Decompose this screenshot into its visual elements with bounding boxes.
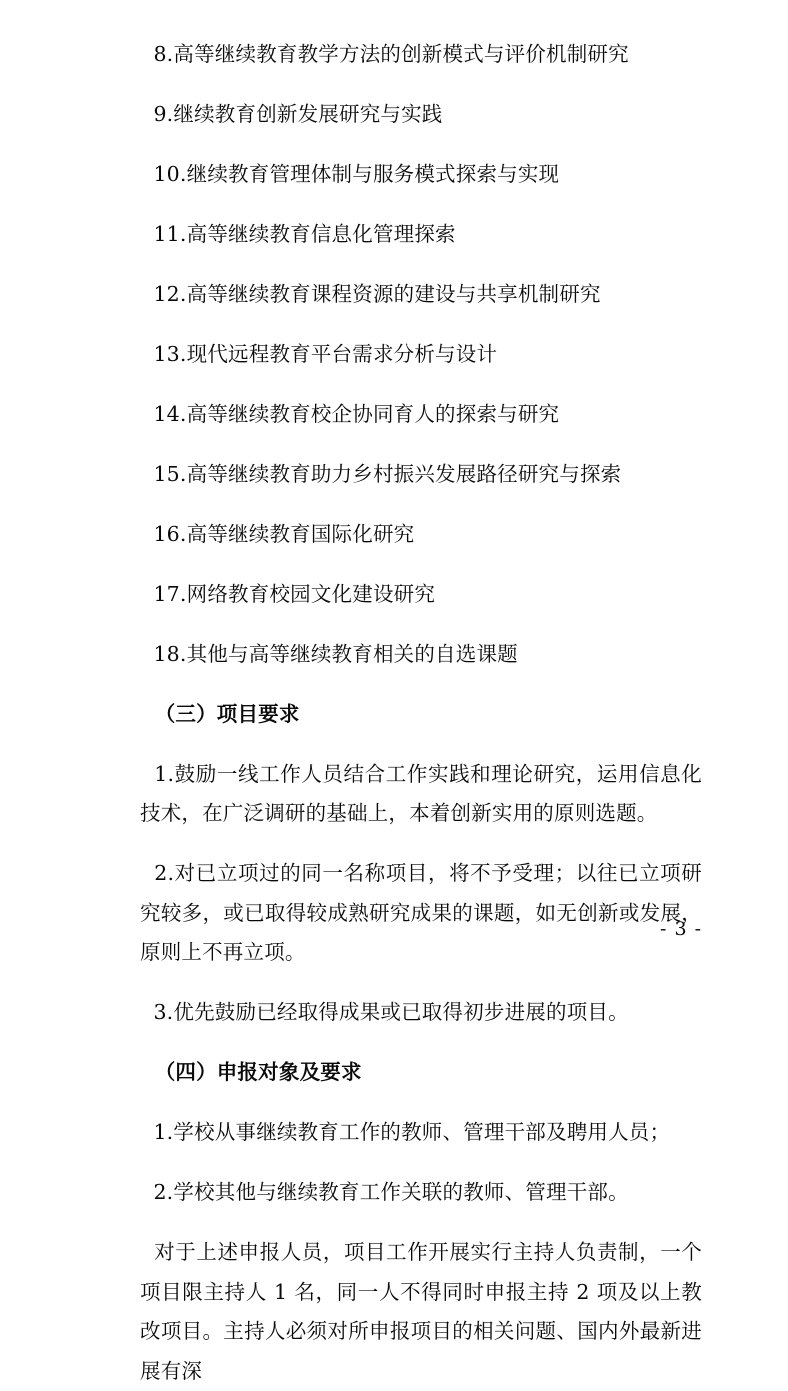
list-item: 9.继续教育创新发展研究与实践: [140, 95, 702, 135]
paragraph: 2.对已立项过的同一名称项目，将不予受理；以往已立项研究较多，或已取得较成熟研究成果的课题，如无创新或发展，原则上不再立项。: [140, 854, 702, 973]
section-heading: （四）申报对象及要求: [140, 1053, 702, 1093]
list-item: 14.高等继续教育校企协同育人的探索与研究: [140, 395, 702, 435]
document-body: [140, 35, 702, 1391]
list-item: 8.高等继续教育教学方法的创新模式与评价机制研究: [140, 35, 702, 75]
paragraph: 对于上述申报人员，项目工作开展实行主持人负责制，一个项目限主持人 1 名，同一人不得同时申报主持 2 项及以上教改项目。主持人必须对所申报项目的相关问题、国内外最新进展有深: [140, 1233, 702, 1391]
paragraph: 2.学校其他与继续教育工作关联的教师、管理干部。: [140, 1173, 702, 1213]
list-item: 11.高等继续教育信息化管理探索: [140, 215, 702, 255]
paragraph: 3.优先鼓励已经取得成果或已取得初步进展的项目。: [140, 993, 702, 1033]
section-heading: （三）项目要求: [140, 695, 702, 735]
list-item: 18.其他与高等继续教育相关的自选课题: [140, 635, 702, 675]
paragraph: 1.鼓励一线工作人员结合工作实践和理论研究，运用信息化技术，在广泛调研的基础上，本着创新实用的原则选题。: [140, 755, 702, 834]
paragraph: 1.学校从事继续教育工作的教师、管理干部及聘用人员；: [140, 1113, 702, 1153]
list-item: 10.继续教育管理体制与服务模式探索与实现: [140, 155, 702, 195]
list-item: 13.现代远程教育平台需求分析与设计: [140, 335, 702, 375]
list-item: 15.高等继续教育助力乡村振兴发展路径研究与探索: [140, 455, 702, 495]
list-item: 16.高等继续教育国际化研究: [140, 515, 702, 555]
list-item: 17.网络教育校园文化建设研究: [140, 575, 702, 615]
list-item: 12.高等继续教育课程资源的建设与共享机制研究: [140, 275, 702, 315]
page-number: - 3 -: [0, 917, 702, 941]
